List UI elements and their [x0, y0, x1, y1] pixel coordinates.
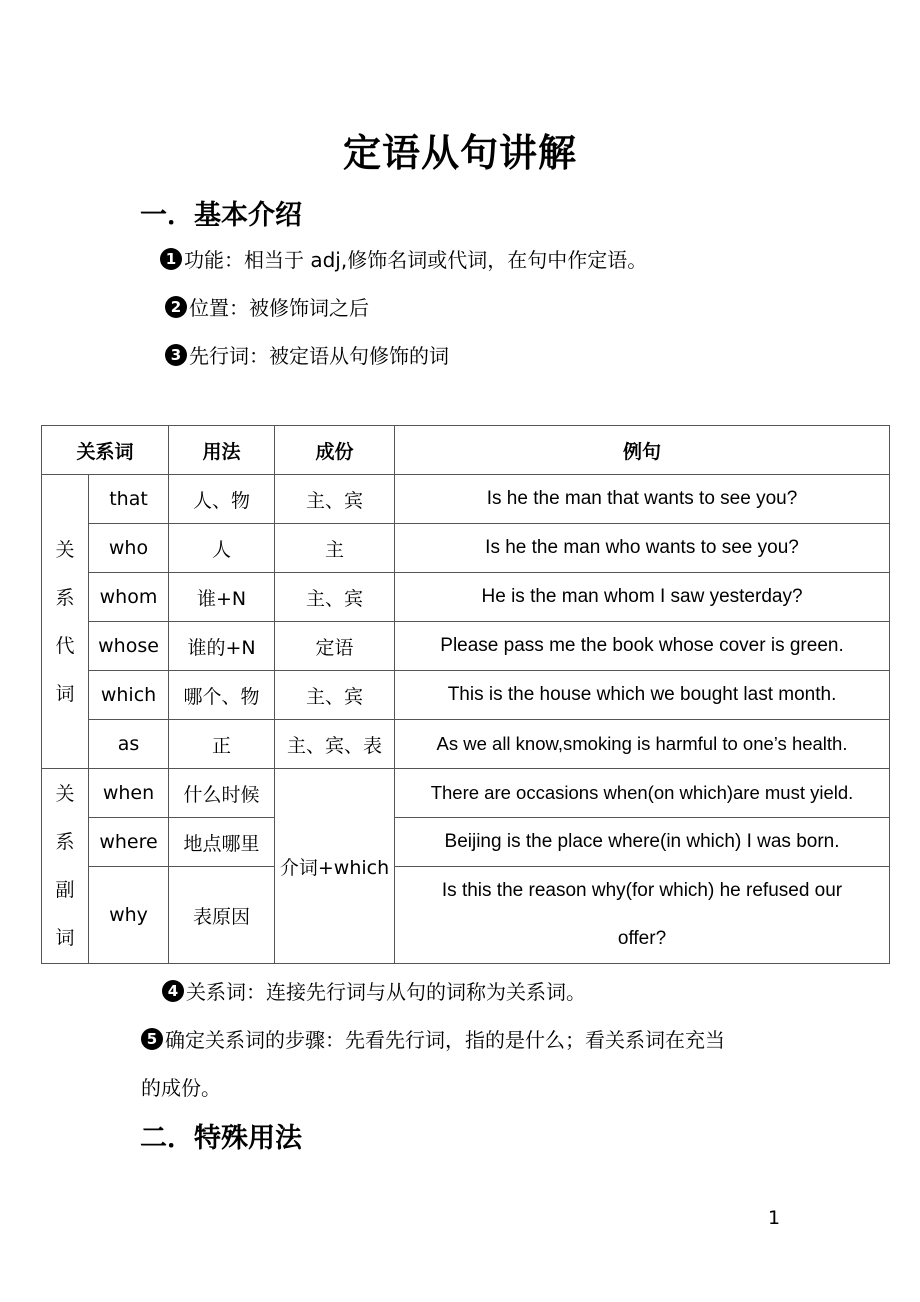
usage-cell: 表原因 [169, 867, 275, 964]
role-cell: 主、宾 [275, 671, 395, 720]
table-row [42, 475, 890, 524]
example-cell: Is he the man that wants to see you? [395, 475, 890, 524]
example-cell: This is the house which we bought last month. [395, 671, 890, 720]
example-cell: Beijing is the place where(in which) I was born. [395, 818, 890, 867]
role-cell: 主、宾 [275, 475, 395, 524]
header-cell: 用法 [169, 426, 275, 475]
example-line: Is this the reason why(for which) he refused our [441, 880, 843, 901]
group-label-char: 副 [55, 879, 75, 901]
page-title: 定语从句讲解 [342, 131, 577, 175]
word-cell: which [89, 671, 169, 720]
item-text: 功能：相当于 adj,修饰名词或代词，在句中作定语。 [184, 248, 648, 272]
header-cell: 成份 [275, 426, 395, 475]
group-label-char: 关 [55, 538, 75, 561]
section-heading-special: 二．特殊用法 [140, 1123, 302, 1154]
item-text: 位置：被修饰词之后 [189, 296, 369, 320]
group-label-char: 词 [55, 927, 75, 949]
usage-cell: 正 [169, 720, 275, 769]
number-badge: 4 [162, 980, 184, 1002]
group-label-char: 词 [55, 682, 75, 705]
number-badge: 1 [160, 248, 182, 270]
number-badge: 2 [165, 296, 187, 318]
table-row [42, 671, 890, 720]
group-label-adverb [42, 769, 89, 964]
table-row [42, 818, 890, 867]
example-cell: As we all know,smoking is harmful to one’s health. [395, 720, 890, 769]
table-row [42, 573, 890, 622]
example-line: offer? [617, 928, 667, 949]
word-cell: whom [89, 573, 169, 622]
table-row [42, 622, 890, 671]
word-cell: as [89, 720, 169, 769]
example-cell: There are occasions when(on which)are must yield. [395, 769, 890, 818]
item-text: 确定关系词的步骤：先看先行词，指的是什么；看关系词在充当 [165, 1028, 725, 1052]
table-row [42, 524, 890, 573]
group-label-char: 关 [55, 783, 75, 805]
role-cell: 介词+which [275, 769, 395, 964]
relative-word-table [41, 425, 890, 964]
word-cell: when [89, 769, 169, 818]
list-item [141, 1024, 725, 1053]
item-text: 先行词：被定语从句修饰的词 [189, 344, 449, 368]
number-badge: 3 [165, 344, 187, 366]
item-text: 关系词：连接先行词与从句的词称为关系词。 [186, 980, 586, 1004]
group-label-pronoun [42, 475, 89, 769]
usage-cell: 什么时候 [169, 769, 275, 818]
role-cell: 定语 [275, 622, 395, 671]
table-header-row [42, 426, 890, 475]
usage-cell: 人 [169, 524, 275, 573]
role-cell: 主、宾、表 [275, 720, 395, 769]
usage-cell: 谁+N [169, 573, 275, 622]
list-item-continuation: 的成份。 [141, 1076, 221, 1100]
usage-cell: 地点哪里 [169, 818, 275, 867]
list-item [162, 976, 586, 1005]
group-label-char: 系 [55, 831, 75, 853]
list-item [165, 340, 449, 369]
example-cell [395, 867, 890, 964]
table-row [42, 720, 890, 769]
list-item [160, 244, 647, 273]
number-badge: 5 [141, 1028, 163, 1050]
section-heading-basic: 一．基本介绍 [140, 200, 302, 231]
example-cell: Please pass me the book whose cover is green. [395, 622, 890, 671]
word-cell: who [89, 524, 169, 573]
group-label-char: 代 [55, 634, 75, 657]
role-cell: 主 [275, 524, 395, 573]
header-cell: 例句 [395, 426, 890, 475]
usage-cell: 谁的+N [169, 622, 275, 671]
usage-cell: 哪个、物 [169, 671, 275, 720]
header-cell: 关系词 [42, 426, 169, 475]
example-cell: Is he the man who wants to see you? [395, 524, 890, 573]
word-cell: where [89, 818, 169, 867]
group-label-char: 系 [55, 586, 75, 609]
table-row [42, 769, 890, 818]
usage-cell: 人、物 [169, 475, 275, 524]
list-item [165, 292, 369, 321]
example-cell: He is the man whom I saw yesterday? [395, 573, 890, 622]
role-cell: 主、宾 [275, 573, 395, 622]
word-cell: why [89, 867, 169, 964]
word-cell: whose [89, 622, 169, 671]
word-cell: that [89, 475, 169, 524]
page-number: 1 [768, 1207, 781, 1229]
